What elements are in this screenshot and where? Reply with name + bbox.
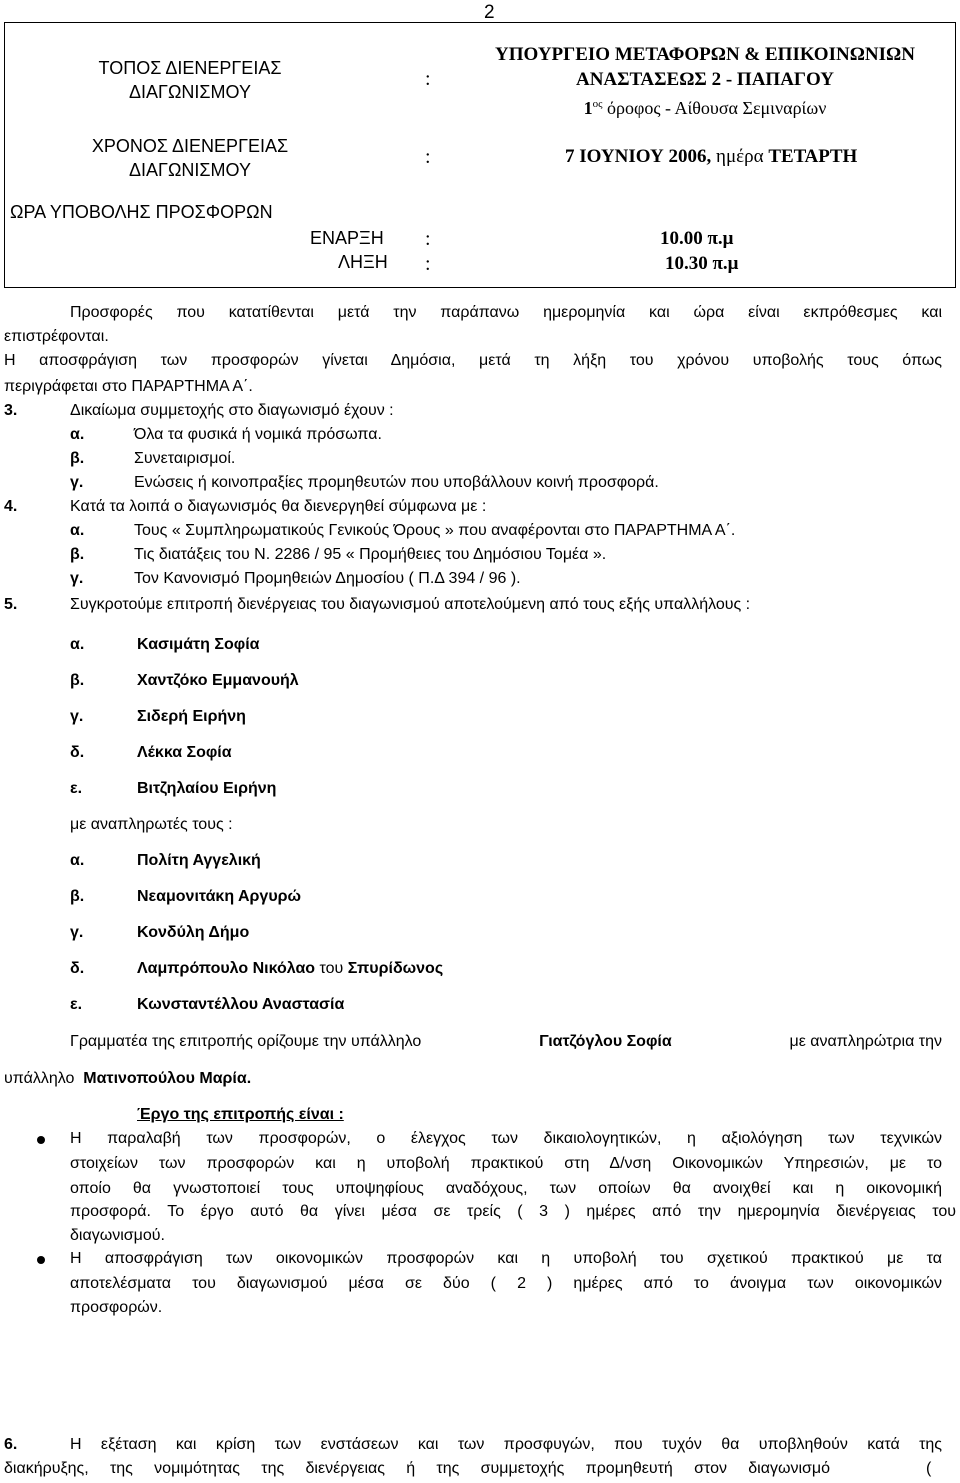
- item-letter: α.: [70, 522, 85, 539]
- end-time: 10.30 π.μ: [665, 253, 739, 274]
- late-offers-line-1: Προσφορές που κατατίθενται μετά την παράπανω ημερομηνία και ώρα είναι εκπρόθεσμες και: [70, 304, 942, 321]
- bullet-1-line: Η παραλαβή των προσφορών, ο έλεγχος των δικαιολογητικών, η αξιολόγηση των τεχνικών: [70, 1130, 942, 1147]
- bullet-icon: [37, 1256, 45, 1264]
- end-label: ΛΗΞΗ: [338, 252, 388, 272]
- colon: :: [425, 146, 431, 168]
- section-5-number: 5.: [4, 596, 18, 613]
- colon: :: [425, 228, 431, 250]
- item-letter: γ.: [70, 708, 84, 725]
- alternate-name: Λαμπρόπουλο Νικόλαο του Σπυρίδωνος: [137, 960, 444, 977]
- bullet-2-line: Η αποσφράγιση των οικονομικών προσφορών και η υποβολή του σχετικού πρακτικού με τα: [70, 1250, 942, 1267]
- place-value: ΥΠΟΥΡΓΕΙΟ ΜΕΤΑΦΟΡΩΝ & ΕΠΙΚΟΙΝΩΝΙΩΝ ΑΝΑΣΤΑΣΕΩΣ 2 - ΠΑΠΑΓΟΥ $1^{o\varsigma}$ όροφος - Αίθουσα Σεμιναρίων: [495, 44, 915, 118]
- alternate-name: Κωνσταντέλλου Αναστασία: [137, 996, 345, 1013]
- section-6-number: 6.: [4, 1436, 18, 1453]
- section-4-number: 4.: [4, 498, 18, 515]
- section-3-item-b: Συνεταιρισμοί.: [134, 450, 236, 467]
- item-letter: β.: [70, 672, 85, 689]
- work-heading: Έργο της επιτροπής είναι :: [137, 1106, 344, 1123]
- start-time: 10.00 π.μ: [660, 228, 734, 249]
- page-number: 2: [484, 2, 495, 23]
- section-5-text: Συγκροτούμε επιτροπή διενέργειας του διαγωνισμού αποτελούμενη από τους εξής υπαλλήλους :: [70, 596, 751, 613]
- date-value: 7 ΙΟΥΝΙΟΥ 2006, ημέρα ΤΕΤΑΡΤΗ: [565, 146, 858, 167]
- offers-label: ΩΡΑ ΥΠΟΒΟΛΗΣ ΠΡΟΣΦΟΡΩΝ: [10, 202, 273, 222]
- item-letter: β.: [70, 546, 85, 563]
- item-letter: β.: [70, 888, 85, 905]
- item-letter: α.: [70, 636, 85, 653]
- member-name: Κασιμάτη Σοφία: [137, 636, 260, 653]
- alternate-name: Νεαμονιτάκη Αργυρώ: [137, 888, 302, 905]
- unseal-line-2: περιγράφεται στο ΠΑΡΑΡΤΗΜΑ Α΄.: [4, 378, 253, 395]
- item-letter: α.: [70, 852, 85, 869]
- item-letter: α.: [70, 426, 85, 443]
- member-name: Σιδερή Ειρήνη: [137, 708, 246, 725]
- bullet-1-line: οποίο θα γνωστοποιεί τους υποψηφίους αναδόχους, των οποίων θα ανοιχθεί και η οικονομική: [70, 1180, 942, 1197]
- secretary-line-2: υπάλληλο Ματινοπούλου Μαρία.: [4, 1070, 252, 1087]
- bullet-icon: [37, 1136, 45, 1144]
- section-4-text: Κατά τα λοιπά ο διαγωνισμός θα διενεργηθεί σύμφωνα με :: [70, 498, 487, 515]
- item-letter: γ.: [70, 474, 84, 491]
- secretary-line-1: Γραμματέα της επιτροπής ορίζουμε την υπάλληλο Γιατζόγλου Σοφία με αναπληρώτρια την: [70, 1033, 942, 1050]
- colon: :: [425, 253, 431, 275]
- item-letter: δ.: [70, 960, 85, 977]
- alternate-name: Κονδύλη Δήμο: [137, 924, 250, 941]
- late-offers-line-2: επιστρέφονται.: [4, 328, 109, 345]
- bullet-1-line: διαγωνισμού.: [70, 1227, 165, 1244]
- member-name: Χαντζόκο Εμμανουήλ: [137, 672, 299, 689]
- section-3-text: Δικαίωμα συμμετοχής στο διαγωνισμό έχουν :: [70, 402, 394, 419]
- start-label: ΕΝΑΡΞΗ: [310, 228, 384, 248]
- section-4-item-c: Τον Κανονισμό Προμηθειών Δημοσίου ( Π.Δ 394 / 96 ).: [134, 570, 521, 587]
- member-name: Λέκκα Σοφία: [137, 744, 232, 761]
- section-3-item-a: Όλα τα φυσικά ή νομικά πρόσωπα.: [134, 426, 382, 443]
- item-letter: γ.: [70, 570, 84, 587]
- unseal-line-1: Η αποσφράγιση των προσφορών γίνεται Δημόσια, μετά τη λήξη του χρόνου υποβολής τους όπως: [4, 352, 942, 369]
- item-letter: β.: [70, 450, 85, 467]
- section-4-item-a: Τους « Συμπληρωματικούς Γενικούς Όρους » που αναφέρονται στο ΠΑΡΑΡΤΗΜΑ Α΄.: [134, 522, 736, 539]
- item-letter: γ.: [70, 924, 84, 941]
- section-3-number: 3.: [4, 402, 18, 419]
- item-letter: ε.: [70, 780, 83, 797]
- section-3-item-c: Ενώσεις ή κοινοπραξίες προμηθευτών που υποβάλλουν κοινή προσφορά.: [134, 474, 659, 491]
- section-4-item-b: Τις διατάξεις του Ν. 2286 / 95 « Προμήθειες του Δημόσιου Τομέα ».: [134, 546, 607, 563]
- section-6-line-2-end: (: [926, 1460, 932, 1477]
- section-6-line-2: διακήρυξης, της νομιμότητας της διενέργειας ή της συμμετοχής προμηθευτή στον διαγωνισμό: [4, 1460, 830, 1477]
- item-letter: ε.: [70, 996, 83, 1013]
- bullet-2-line: αποτελέσματα του διαγωνισμού μέσα σε δύο ( 2 ) ημέρες από το άνοιγμα των οικονομικών: [70, 1275, 942, 1292]
- bullet-1-line: στοιχείων των προσφορών και η υποβολή πρακτικού στη Δ/νση Οικονομικών Υπηρεσιών, με το: [70, 1155, 942, 1172]
- item-letter: δ.: [70, 744, 85, 761]
- time-label: ΧΡΟΝΟΣ ΔΙΕΝΕΡΓΕΙΑΣ ΔΙΑΓΩΝΙΣΜΟΥ: [91, 136, 289, 180]
- alternate-name: Πολίτη Αγγελική: [137, 852, 261, 869]
- bullet-1-line: προσφορά. Το έργο αυτό θα γίνει μέσα σε τρείς ( 3 ) ημέρες από την ημερομηνία διενέργειας του: [70, 1203, 956, 1220]
- section-6-line-1: Η εξέταση και κρίση των ενστάσεων και των προσφυγών, που τυχόν θα υποβληθούν κατά της: [70, 1436, 942, 1453]
- bullet-2-line: προσφορών.: [70, 1299, 163, 1316]
- member-name: Βιτζηλαίου Ειρήνη: [137, 780, 277, 797]
- alternates-label: με αναπληρωτές τους :: [70, 816, 233, 833]
- place-label: ΤΟΠΟΣ ΔΙΕΝΕΡΓΕΙΑΣ ΔΙΑΓΩΝΙΣΜΟΥ: [98, 58, 282, 102]
- colon: :: [425, 68, 431, 90]
